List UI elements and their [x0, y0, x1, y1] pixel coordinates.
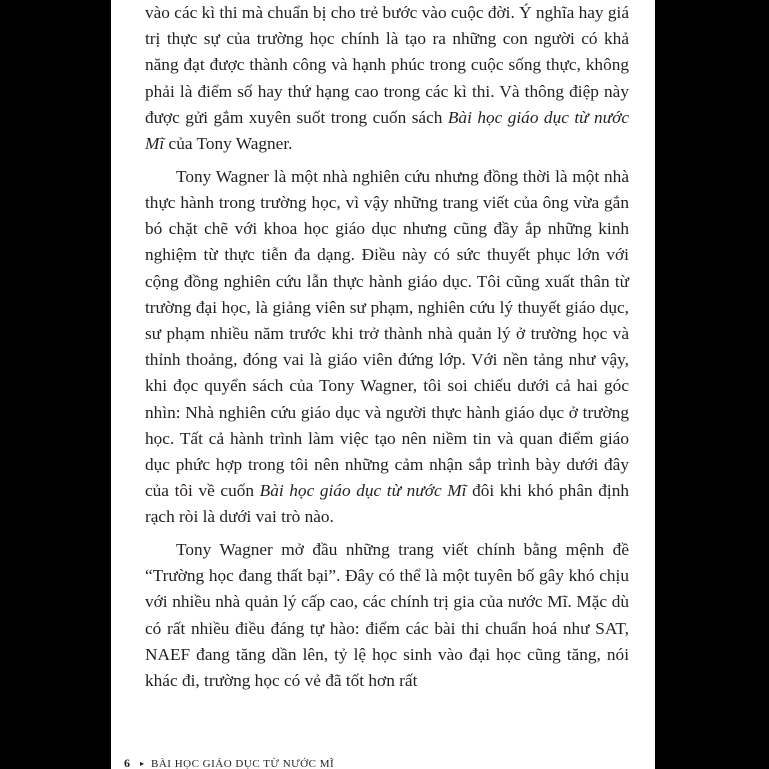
- paragraph-2-text: Tony Wagner là một nhà nghiên cứu nhưng đồng thời là một nhà thực hành trong trường học, vì vậy những trang viết của ông vừa gắn bó chặt chẽ với khoa học giáo dục nhưng cũng đầy ắp những kinh nghiệm từ thực tiễn đa dạng. Điều này có sức thuyết phục lớn với cộng đồng nghiên cứu lẫn thực hành giáo dục. Tôi cũng xuất thân từ trường đại học, là giảng viên sư phạm, nghiên cứu lý thuyết giáo dục, sư phạm nhiều năm trước khi trở thành nhà quản lý ở trường học và thỉnh thoảng, đóng vai là giáo viên đứng lớp. Với nền tảng như vậy, khi đọc quyển sách của Tony Wagner, tôi soi chiếu dưới cả hai góc nhìn: Nhà nghiên cứu giáo dục và người thực hành giáo dục ở trường học. Tất cả hành trình làm việc tạo nên niềm tin và quan điểm giáo dục phức hợp trong tôi nên những cảm nhận sắp trình bày dưới đây của tôi về cuốn: [145, 166, 629, 501]
- running-title: BÀI HỌC GIÁO DỤC TỪ NƯỚC MĨ: [151, 758, 335, 769]
- paragraph-1-text: vào các kì thi mà chuẩn bị cho trẻ bước vào cuộc đời. Ý nghĩa hay giá trị thực sự của trường học chính là tạo ra những con người có khả năng đạt được thành công và hạnh phúc trong cuộc sống thực, không phải là điểm số hay thứ hạng cao trong các kì thi. Và thông điệp này được gửi gắm xuyên suốt trong cuốn sách: [145, 3, 629, 127]
- paragraph-2: [145, 164, 629, 531]
- book-title-italic: Bài học giáo dục từ nước Mĩ: [259, 481, 467, 501]
- paragraph-3: [145, 537, 629, 694]
- paragraph-2-text-end: đôi khi khó phân định rạch ròi là dưới vai trò nào.: [145, 481, 629, 527]
- triangle-right-icon: ▸: [140, 759, 145, 768]
- page-number: 6: [124, 756, 130, 769]
- book-page: [111, 0, 655, 769]
- paragraph-3-text: Tony Wagner mở đầu những trang viết chính bằng mệnh đề “Trường học đang thất bại”. Đây có thể là một tuyên bố gây khó chịu với nhiều nhà quản lý cấp cao, các chính trị gia của nước Mĩ. Mặc dù có rất nhiều điều đáng tự hào: điểm các bài thi chuẩn hoá như SAT, NAEF đang tăng dần lên, tỷ lệ học sinh vào đại học cũng tăng, nói khác đi, trường học có vẻ đã tốt hơn rất: [145, 540, 629, 691]
- paragraph-1-text-end: của Tony Wagner.: [164, 134, 293, 154]
- body-text: [145, 0, 629, 694]
- book-title-italic: Bài học giáo dục từ nước Mĩ: [145, 107, 629, 154]
- page-footer: [124, 756, 334, 769]
- paragraph-1: [145, 0, 629, 157]
